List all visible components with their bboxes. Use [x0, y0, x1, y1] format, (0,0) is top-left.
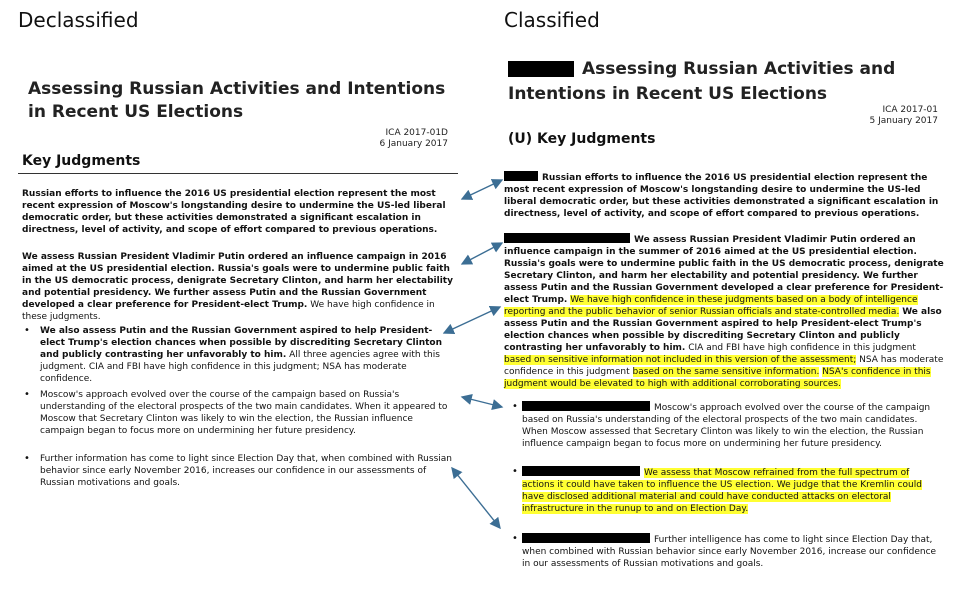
bullet-marker: •: [512, 466, 518, 477]
arrow-bullet-1: [444, 307, 500, 333]
bullet-marker: •: [24, 389, 30, 400]
classified-p2-bold-a: We assess Russian President Vladimir Putin ordered an influence campaign in the summer of 2016 aimed at the US presidential election. Russia's goals were to undermine public faith in the US democratic process, denigrate Secretary Clinton, and harm her electability and potential presidency. We further assess Putin and the Russian Government developed a clear preference for President-elect Trump.: [504, 235, 944, 305]
classified-title-text: Assessing Russian Activities and Intentions in Recent US Elections: [508, 59, 896, 104]
classified-p2-highlight-1: We have high confidence in these judgments based on a body of intelligence reporting and the public behavior of senior Russian officials and state-controlled media.: [504, 295, 918, 317]
classified-doc-id: ICA 2017-01: [882, 105, 938, 115]
classified-b2-highlight: We assess that Moscow refrained from the full spectrum of actions it could have taken to influence the US election. We judge that the Kremlin could have disclosed additional material and could have conducted attacks on electoral infrastructure in the runup to and on Election Day.: [522, 468, 922, 514]
classified-b3-text: Further intelligence has come to light since Election Day that, when combined with Russian behavior since early November 2016, increase our confidence in our assessments of Russian motivations and goals.: [522, 535, 937, 569]
classified-p1-text: Russian efforts to influence the 2016 US presidential election represent the most recent expression of Moscow's longstanding desire to undermine the US-led liberal democratic order, but these activities demonstrated a significant escalation in directness, level of activity, and scope of effort compared to previous operations.: [504, 173, 939, 219]
declassified-date: 6 January 2017: [379, 139, 448, 149]
classified-key-judgments-heading: (U) Key Judgments: [508, 131, 656, 147]
arrow-paragraph-1: [462, 180, 502, 199]
classified-b1-text: Moscow's approach evolved over the course of the campaign based on Russia's understanding of the electoral prospects of the two main candidates. When Moscow assessed that Secretary Clinton was likely to win the election, the Russian influence campaign began to focus more on undermining her future presidency.: [522, 403, 931, 449]
declassified-b3-text: Further information has come to light since Election Day that, when combined with Russian behavior since early November 2016, increases our confidence in our assessments of Russian motivations and goals.: [40, 454, 452, 488]
bullet-marker: •: [512, 533, 518, 544]
classified-p2-bold-b: We also assess Putin and the Russian Government aspired to help President-elect Trump's election chances when possible by discrediting Secretary Clinton and publicly contrasting her unfavorably to him.: [504, 307, 942, 353]
declassified-p2-bold: We assess Russian President Vladimir Putin ordered an influence campaign in 2016 aimed at the US presidential election. Russia's goals were to undermine public faith in the US democratic process, denigrate Secretary Clinton, and harm her electability and potential presidency. We further assess Putin and the Russian Government developed a clear preference for President-elect Trump.: [22, 252, 453, 310]
classified-label: Classified: [504, 8, 600, 32]
declassified-b1-normal: All three agencies agree with this judgment. CIA and FBI have high confidence in this judgment; NSA has moderate confidence.: [40, 350, 440, 384]
classified-date: 5 January 2017: [869, 116, 938, 126]
classified-p2-highlight-2: based on sensitive information not included in this version of the assessment;: [504, 355, 857, 365]
classified-p2-normal-a: CIA and FBI have high confidence in this judgment: [688, 343, 916, 353]
classified-p2-highlight-3: based on the same sensitive information.: [632, 367, 820, 377]
classified-p2-highlight-4: NSA's confidence in this judgment would be elevated to high with additional corroborating sources.: [504, 367, 931, 389]
bullet-marker: •: [512, 401, 518, 412]
declassified-title: Assessing Russian Activities and Intentions in Recent US Elections: [28, 79, 446, 122]
declassified-doc-id: ICA 2017-01D: [385, 128, 448, 138]
bullet-marker: •: [24, 453, 30, 464]
arrow-paragraph-2: [462, 243, 502, 264]
classified-p2-normal-b: NSA has moderate confidence in this judgment: [504, 355, 944, 377]
bullet-marker: •: [24, 325, 30, 336]
arrow-bullet-3: [452, 468, 500, 528]
declassified-b2-text: Moscow's approach evolved over the course of the campaign based on Russia's understanding of the electoral prospects of the two main candidates. When it appeared to Moscow that Secretary Clinton was likely to win the election, the Russian influence campaign began to focus more on undermining her future presidency.: [40, 390, 448, 436]
declassified-key-judgments-heading: Key Judgments: [22, 153, 141, 169]
declassified-p1-text: Russian efforts to influence the 2016 US presidential election represent the most recent expression of Moscow's longstanding desire to undermine the US-led liberal democratic order, but these activities demonstrated a significant escalation in directness, level of activity, and scope of effort compared to previous operations.: [22, 189, 446, 235]
declassified-p2-normal: We have high confidence in these judgments.: [22, 300, 435, 322]
declassified-label: Declassified: [18, 8, 139, 32]
arrow-bullet-2: [462, 397, 502, 407]
declassified-b1-bold: We also assess Putin and the Russian Government aspired to help President-elect Trump's election chances when possible by discrediting Secretary Clinton and publicly contrasting her unfavorably to him.: [40, 326, 443, 360]
